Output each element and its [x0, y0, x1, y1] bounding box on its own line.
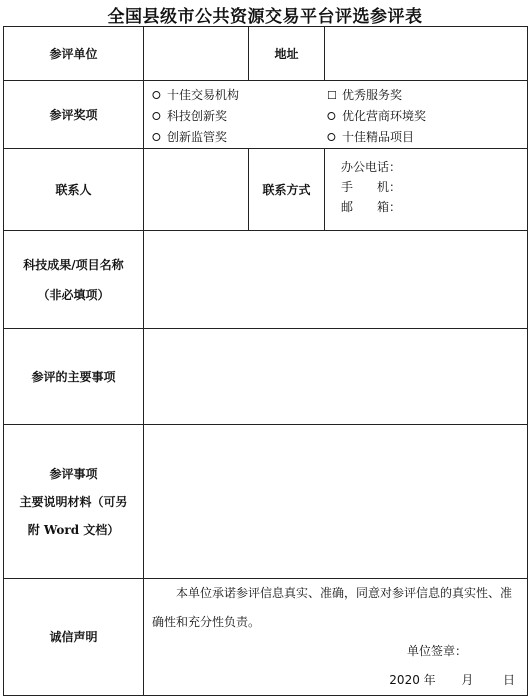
address-label: 地址	[249, 27, 325, 81]
row-materials	[4, 425, 528, 579]
radio-icon: ⭘	[152, 130, 161, 144]
award-option-label: 十佳精品项目	[342, 130, 415, 144]
main-items-value-cell[interactable]	[144, 329, 528, 425]
unit-value-cell[interactable]	[144, 27, 249, 81]
award-option-label: 优秀服务奖	[342, 88, 403, 102]
office-phone-field: 办公电话：	[341, 160, 402, 174]
award-option-label: 创新监管奖	[167, 130, 228, 144]
form-title: 全国县级市公共资源交易平台评选参评表	[107, 7, 423, 27]
radio-icon: ⭘	[327, 130, 336, 144]
award-options	[152, 85, 527, 147]
unit-label: 参评单位	[4, 27, 144, 81]
award-option[interactable]	[152, 85, 327, 105]
award-option-label: 优化营商环境奖	[342, 109, 427, 123]
row-unit	[4, 27, 528, 81]
email-field: 邮 箱：	[341, 200, 402, 214]
declaration-text: 本单位承诺参评信息真实、准确，同意对参评信息的真实性、准确性和充分性负责。	[152, 586, 513, 629]
award-option[interactable]	[152, 127, 327, 147]
materials-value-cell[interactable]	[144, 425, 528, 579]
row-contact	[4, 149, 528, 231]
row-integrity	[4, 579, 528, 696]
row-main-items	[4, 329, 528, 425]
contact-person-label: 联系人	[4, 149, 144, 231]
materials-label-line: 主要说明材料（可另	[19, 494, 128, 509]
award-option[interactable]	[327, 106, 507, 126]
mobile-field: 手 机：	[341, 180, 402, 194]
date-line	[152, 666, 521, 695]
main-items-label: 参评的主要事项	[4, 329, 144, 425]
award-option-label: 科技创新奖	[167, 109, 228, 123]
date-year: 2020 年	[389, 673, 436, 687]
signature-line: 单位签章：	[406, 644, 467, 658]
achievement-label-cell	[4, 231, 144, 329]
integrity-declaration-cell	[144, 579, 528, 696]
contact-person-value-cell[interactable]	[144, 149, 249, 231]
checkbox-icon: ☐	[327, 88, 337, 102]
award-option[interactable]	[327, 127, 507, 147]
row-award	[4, 81, 528, 149]
award-label: 参评奖项	[4, 81, 144, 149]
award-option-label: 十佳交易机构	[167, 88, 240, 102]
contact-method-label: 联系方式	[249, 149, 325, 231]
award-option[interactable]	[152, 106, 327, 126]
date-month: 月	[461, 673, 474, 687]
award-options-cell	[144, 81, 528, 149]
materials-label-line: 附 Word 文档）	[27, 522, 120, 537]
address-value-cell[interactable]	[325, 27, 528, 81]
date-day: 日	[502, 673, 515, 687]
radio-icon: ⭘	[152, 109, 161, 123]
radio-icon: ⭘	[152, 88, 161, 102]
materials-label-cell	[4, 425, 144, 579]
radio-icon: ⭘	[327, 109, 336, 123]
integrity-label: 诚信声明	[4, 579, 144, 696]
materials-label-line: 参评事项	[49, 466, 98, 481]
achievement-label: 科技成果/项目名称	[23, 257, 124, 272]
contact-details-cell[interactable]	[325, 149, 528, 231]
achievement-value-cell[interactable]	[144, 231, 528, 329]
achievement-note: （非必填项）	[37, 287, 110, 302]
award-option[interactable]	[327, 85, 507, 105]
application-form-table	[3, 26, 528, 696]
row-achievement	[4, 231, 528, 329]
